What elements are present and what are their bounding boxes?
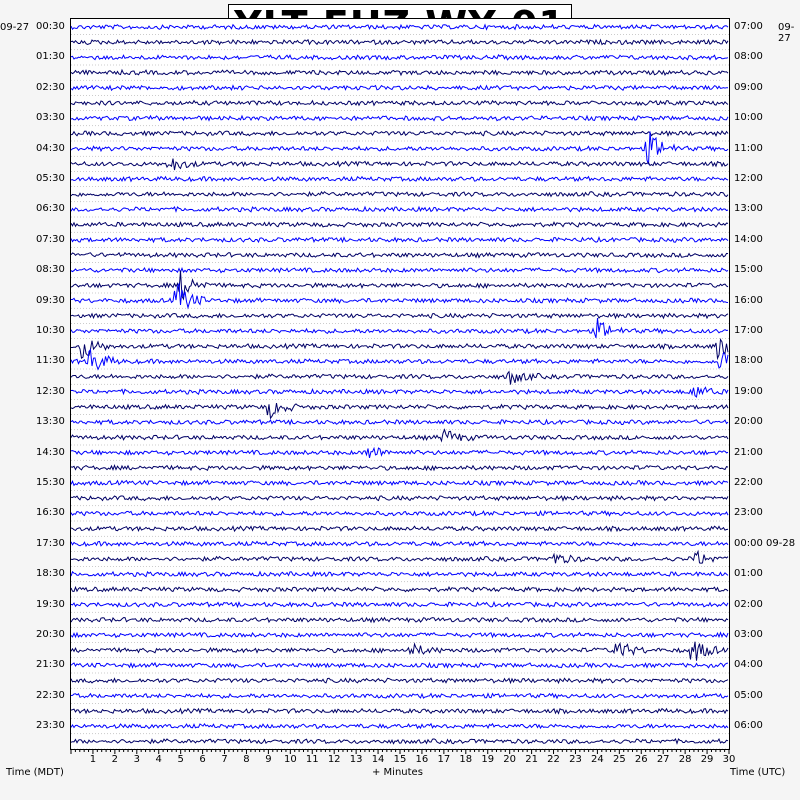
left-time-label: 10:30	[36, 325, 65, 336]
right-time-label: 06:00	[734, 720, 763, 732]
right-time-label: 10:00	[734, 112, 763, 124]
x-tick-label: 1	[89, 754, 97, 765]
left-time-label: 23:30	[36, 720, 65, 732]
seismic-trace-2	[71, 55, 728, 60]
right-time-label: 01:00	[734, 568, 763, 580]
seismic-trace-19	[71, 314, 728, 319]
x-tick-label: 5	[177, 754, 184, 765]
right-time-label: 11:00	[734, 142, 763, 154]
left-time-label: 19:30	[36, 598, 65, 610]
right-time-label: 20:00	[734, 416, 763, 428]
x-tick-label: 18	[459, 754, 473, 765]
seismic-trace-5	[71, 101, 728, 106]
left-time-label: 02:30	[36, 81, 65, 93]
seismic-trace-21	[71, 340, 728, 359]
seismic-trace-9	[71, 159, 728, 170]
seismic-trace-42	[71, 663, 728, 668]
right-time-label: 19:00	[734, 385, 763, 397]
seismic-trace-13	[71, 222, 728, 227]
seismic-trace-32	[71, 511, 728, 516]
x-tick-label: 10	[283, 754, 297, 765]
x-tick-label: 7	[221, 754, 228, 765]
seismic-trace-15	[71, 253, 728, 258]
seismic-trace-38	[71, 602, 728, 607]
right-time-label: 09:00	[734, 81, 763, 93]
x-tick-label: 2	[111, 754, 119, 765]
right-time-label: 02:00	[734, 598, 763, 610]
seismic-trace-35	[71, 552, 728, 564]
seismic-trace-12	[71, 207, 728, 212]
seismic-trace-33	[71, 526, 728, 531]
x-tick-label: 9	[265, 754, 272, 765]
seismic-trace-11	[71, 192, 728, 197]
seismic-trace-23	[71, 372, 728, 385]
plot-area	[70, 18, 730, 750]
x-tick-label: 30	[722, 754, 736, 765]
x-tick-label: 3	[133, 754, 140, 765]
left-start-date: 09-27	[0, 22, 30, 33]
x-tick-label: 26	[634, 754, 648, 765]
x-tick-label: 24	[591, 754, 604, 765]
left-time-label: 07:30	[36, 233, 65, 245]
x-tick-label: 21	[525, 754, 538, 765]
seismic-trace-4	[71, 86, 728, 91]
right-time-label: 21:00	[734, 446, 763, 458]
x-axis-label: + Minutes	[372, 767, 423, 778]
left-time-label: 15:30	[36, 477, 65, 488]
x-tick-label: 29	[700, 754, 714, 765]
seismic-trace-26	[71, 420, 728, 425]
right-time-label: 17:00	[734, 325, 763, 336]
right-time-label: 15:00	[734, 264, 763, 276]
seismic-trace-31	[71, 496, 728, 501]
x-tick-label: 20	[503, 754, 517, 765]
right-time-label: 16:00	[734, 294, 763, 306]
seismic-trace-34	[71, 541, 728, 546]
right-time-label: 00:00 09-28	[734, 537, 796, 549]
left-time-label: 16:30	[36, 507, 65, 519]
x-tick-label: 4	[155, 754, 162, 765]
x-tick-label: 6	[199, 754, 206, 765]
left-time-label: 11:30	[36, 355, 65, 367]
left-time-label: 03:30	[36, 112, 65, 124]
left-time-label: 00:30	[36, 21, 65, 32]
right-time-label: 18:00	[734, 355, 763, 367]
seismic-trace-18	[71, 284, 728, 308]
right-time-label: 04:00	[734, 659, 763, 671]
x-tick-label: 13	[349, 754, 363, 765]
right-time-label: 08:00	[734, 51, 763, 63]
seismic-trace-37	[71, 587, 728, 592]
x-tick-label: 11	[305, 754, 319, 765]
seismic-trace-46	[71, 724, 728, 729]
seismic-trace-7	[71, 131, 728, 136]
x-tick-label: 14	[371, 754, 385, 765]
seismic-trace-30	[71, 481, 728, 486]
left-time-label: 21:30	[36, 659, 65, 671]
right-time-label: 12:00	[734, 173, 763, 184]
right-time-label: 14:00	[734, 233, 763, 245]
right-time-label: 03:00	[734, 629, 763, 640]
seismic-trace-3	[71, 70, 728, 75]
seismic-trace-16	[71, 268, 728, 273]
seismic-trace-28	[71, 448, 728, 458]
seismic-trace-10	[71, 177, 728, 182]
left-time-label: 01:30	[36, 51, 65, 63]
x-tick-label: 17	[437, 754, 451, 765]
left-time-label: 12:30	[36, 385, 65, 397]
x-tick-label: 12	[327, 754, 341, 765]
seismic-trace-22	[71, 350, 728, 370]
left-time-label: 09:30	[36, 294, 65, 306]
seismic-trace-40	[71, 633, 728, 638]
left-time-label: 14:30	[36, 446, 65, 458]
x-tick-label: 28	[678, 754, 692, 765]
right-time-label: 13:00	[734, 203, 763, 215]
x-tick-label: 15	[393, 754, 407, 765]
seismic-trace-39	[71, 618, 728, 623]
right-start-date: 09-27	[778, 22, 795, 44]
left-time-label: 20:30	[36, 629, 65, 640]
right-time-label: 07:00	[734, 21, 763, 32]
right-time-label: 23:00	[734, 507, 763, 519]
left-time-label: 18:30	[36, 568, 65, 580]
seismic-trace-44	[71, 694, 728, 699]
seismic-trace-25	[71, 403, 728, 418]
x-tick-label: 8	[243, 754, 250, 765]
seismic-trace-20	[71, 318, 728, 338]
left-time-label: 08:30	[36, 264, 65, 276]
seismic-trace-17	[71, 271, 728, 299]
left-time-label: 22:30	[36, 689, 65, 701]
seismic-trace-24	[71, 387, 728, 397]
seismic-trace-47	[71, 739, 728, 744]
seismic-trace-45	[71, 709, 728, 714]
right-time-label: 05:00	[734, 689, 763, 701]
seismic-trace-14	[71, 238, 728, 243]
right-time-label: 22:00	[734, 477, 763, 488]
seismic-trace-0	[71, 25, 728, 30]
x-tick-label: 23	[569, 754, 582, 765]
left-time-label: 13:30	[36, 416, 65, 428]
x-tick-label: 27	[656, 754, 670, 765]
x-tick-label: 19	[481, 754, 495, 765]
left-axis-label: Time (MDT)	[6, 767, 64, 778]
seismic-trace-6	[71, 116, 728, 121]
left-time-label: 04:30	[36, 142, 65, 154]
seismic-trace-27	[71, 430, 728, 441]
seismic-trace-36	[71, 572, 728, 577]
seismic-trace-29	[71, 466, 728, 471]
seismic-trace-8	[71, 131, 728, 164]
left-time-label: 06:30	[36, 203, 65, 215]
right-axis-label: Time (UTC)	[730, 767, 786, 778]
seismic-trace-1	[71, 40, 728, 45]
left-time-label: 05:30	[36, 173, 65, 184]
seismogram-traces	[71, 19, 729, 749]
x-tick-label: 16	[415, 754, 429, 765]
seismic-trace-43	[71, 678, 728, 683]
left-time-label: 17:30	[36, 537, 65, 549]
x-tick-label: 25	[612, 754, 626, 765]
x-tick-label: 22	[547, 754, 560, 765]
